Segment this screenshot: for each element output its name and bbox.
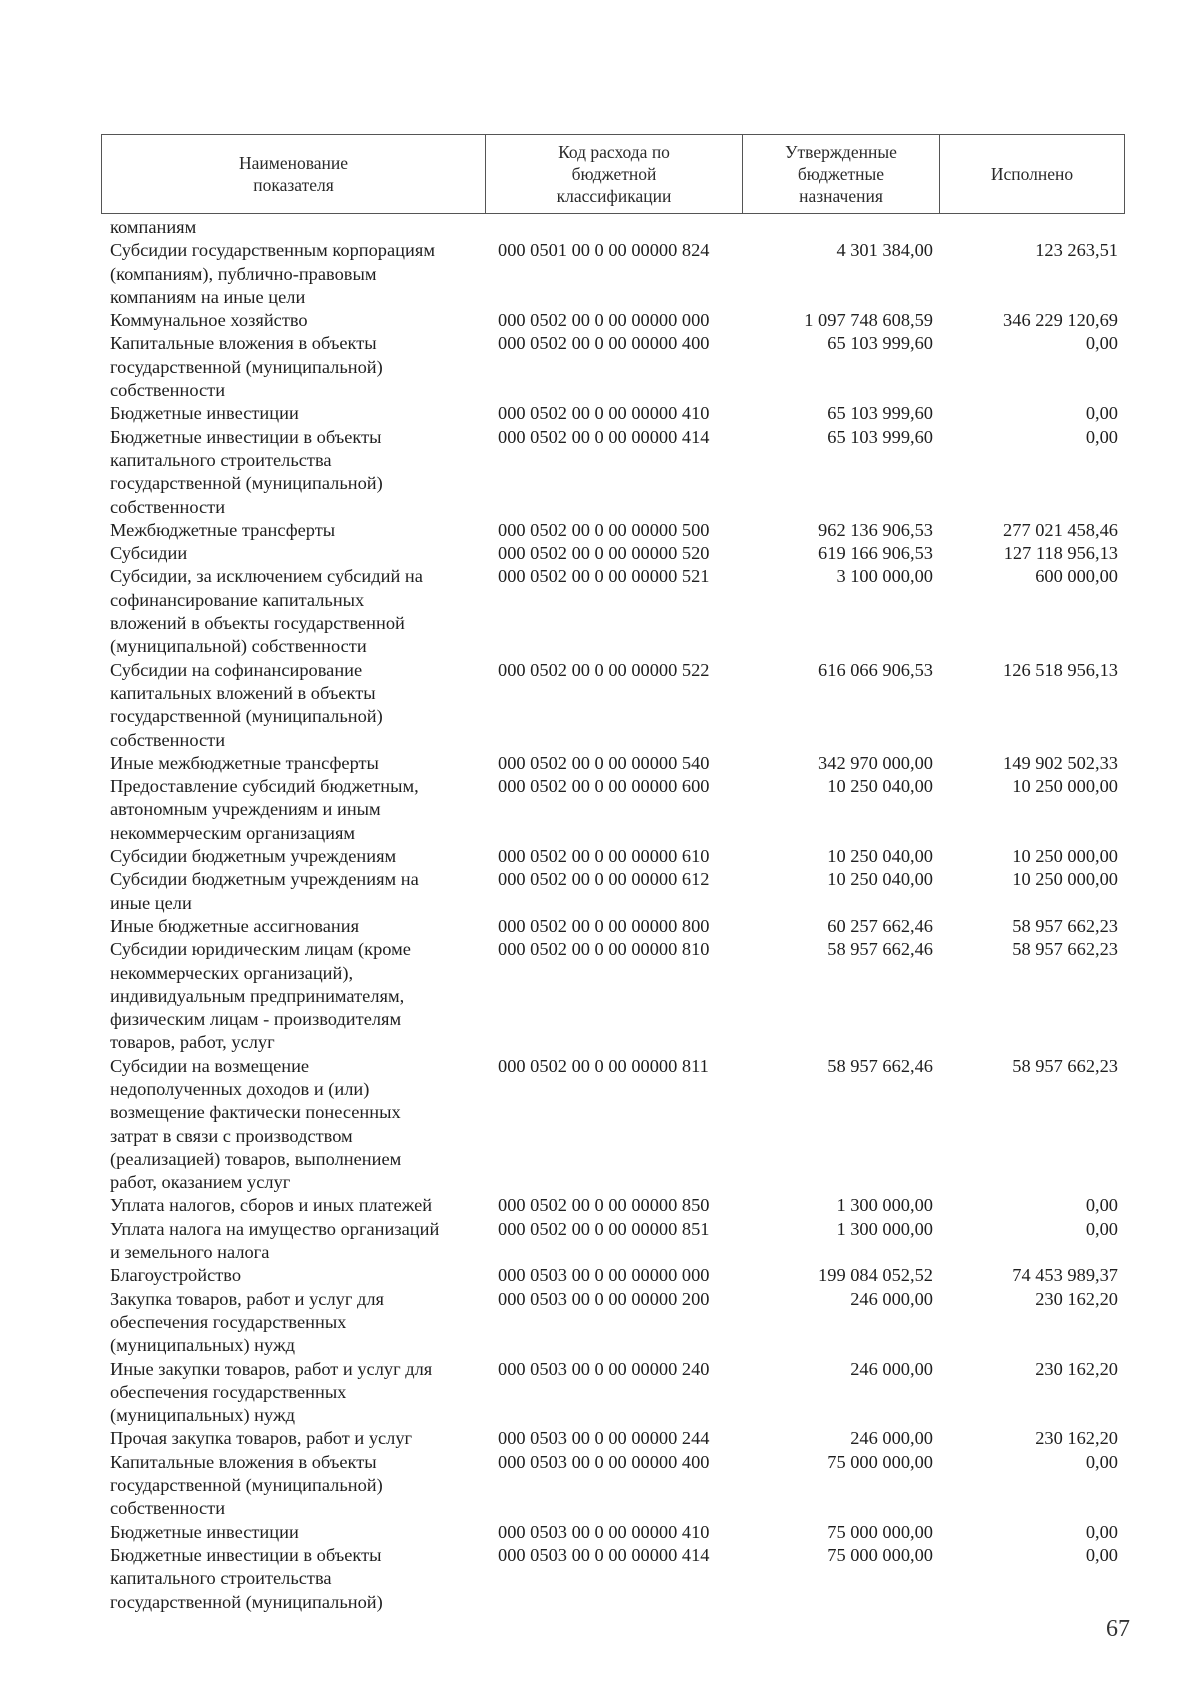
row-done-amount: 0,00 — [1085, 1451, 1118, 1472]
row-done-amount: 58 957 662,23 — [1012, 939, 1118, 960]
table-row — [0, 1218, 1200, 1265]
row-name: Субсидии, за исключением субсидий на софинансирование капитальных вложений в объекты государственной (муниципальной) собственности — [110, 566, 423, 657]
table-row — [0, 1055, 1200, 1195]
row-code: 000 0502 00 0 00 00000 850 — [498, 1195, 710, 1216]
row-plan-amount: 60 257 662,46 — [827, 915, 933, 936]
row-code: 000 0502 00 0 00 00000 521 — [498, 566, 710, 587]
row-plan-amount: 65 103 999,60 — [827, 333, 933, 354]
row-code — [494, 216, 750, 239]
row-code: 000 0503 00 0 00 00000 410 — [498, 1521, 710, 1542]
header-name-column: Наименование показателя — [102, 135, 486, 213]
row-code: 000 0502 00 0 00 00000 540 — [498, 752, 710, 773]
header-done-column: Исполнено — [990, 164, 1074, 184]
row-done-amount: 0,00 — [1085, 1195, 1118, 1216]
header-code-column: Код расхода по бюджетной классификации — [486, 135, 743, 213]
table-row — [0, 332, 1200, 402]
row-plan-amount: 342 970 000,00 — [818, 752, 933, 773]
table-row — [0, 659, 1200, 752]
row-plan-amount: 619 166 906,53 — [818, 543, 933, 564]
row-name: Закупка товаров, работ и услуг для обеспечения государственных (муниципальных) нужд — [110, 1288, 384, 1356]
table-row — [0, 915, 1200, 938]
row-code: 000 0502 00 0 00 00000 800 — [498, 915, 710, 936]
row-code: 000 0502 00 0 00 00000 000 — [498, 310, 710, 331]
row-done-amount: 0,00 — [1085, 403, 1118, 424]
row-name: компаниям — [110, 217, 197, 237]
row-name: Субсидии на софинансирование капитальных вложений в объекты государственной (муниципальной) собственности — [110, 659, 383, 750]
row-name: Предоставление субсидий бюджетным, автономным учреждениям и иным некоммерческим организациям — [110, 776, 419, 843]
table-row — [0, 1264, 1200, 1287]
row-plan-amount: 75 000 000,00 — [827, 1544, 933, 1565]
row-name: Уплата налога на имущество организаций и земельного налога — [110, 1218, 440, 1263]
table-row — [0, 845, 1200, 868]
table-header — [101, 134, 1125, 214]
row-code: 000 0502 00 0 00 00000 612 — [498, 869, 710, 890]
row-code: 000 0503 00 0 00 00000 200 — [498, 1288, 710, 1309]
row-done-amount: 346 229 120,69 — [1003, 310, 1118, 331]
row-plan-amount: 246 000,00 — [850, 1358, 933, 1379]
row-code: 000 0502 00 0 00 00000 500 — [498, 519, 710, 540]
row-done-amount: 0,00 — [1085, 1521, 1118, 1542]
row-done-amount: 149 902 502,33 — [1003, 752, 1118, 773]
table-row — [0, 519, 1200, 542]
row-plan-amount: 1 300 000,00 — [836, 1195, 933, 1216]
table-row — [0, 426, 1200, 519]
row-name: Прочая закупка товаров, работ и услуг — [110, 1428, 413, 1449]
table-row — [0, 938, 1200, 1054]
row-plan-amount: 10 250 040,00 — [827, 869, 933, 890]
table-row — [0, 565, 1200, 658]
row-name: Субсидии государственным корпорациям (компаниям), публично-правовым компаниям на иные цели — [110, 240, 435, 307]
row-code: 000 0503 00 0 00 00000 244 — [498, 1428, 710, 1449]
row-name: Капитальные вложения в объекты государственной (муниципальной) собственности — [110, 1451, 383, 1519]
row-plan-amount: 4 301 384,00 — [836, 240, 933, 261]
row-plan-amount: 58 957 662,46 — [827, 939, 933, 960]
row-plan-amount: 1 097 748 608,59 — [804, 310, 933, 331]
row-name: Бюджетные инвестиции — [110, 1521, 299, 1542]
table-row — [0, 1451, 1200, 1521]
table-body — [0, 216, 1200, 1614]
row-done-amount: 230 162,20 — [1035, 1358, 1118, 1379]
row-name: Капитальные вложения в объекты государственной (муниципальной) собственности — [110, 333, 383, 401]
row-code: 000 0503 00 0 00 00000 400 — [498, 1451, 710, 1472]
row-plan-amount: 58 957 662,46 — [827, 1055, 933, 1076]
header-plan-column: Утвержденные бюджетные назначения — [743, 135, 940, 213]
row-done-amount: 0,00 — [1085, 426, 1118, 447]
row-plan-amount: 962 136 906,53 — [818, 519, 933, 540]
row-name: Бюджетные инвестиции в объекты капитального строительства государственной (муниципальной) собственности — [110, 426, 383, 517]
row-plan-amount: 3 100 000,00 — [836, 566, 933, 587]
row-name: Благоустройство — [110, 1265, 242, 1286]
row-plan-amount: 1 300 000,00 — [836, 1218, 933, 1239]
table-row — [0, 216, 1200, 239]
row-code: 000 0502 00 0 00 00000 811 — [498, 1055, 709, 1076]
row-name: Иные межбюджетные трансферты — [110, 752, 379, 773]
row-done-amount: 58 957 662,23 — [1012, 1055, 1118, 1076]
row-code: 000 0502 00 0 00 00000 520 — [498, 543, 710, 564]
row-done-amount — [933, 216, 1118, 239]
row-name: Бюджетные инвестиции в объекты капитального строительства государственной (муниципальной) — [110, 1544, 383, 1612]
row-name: Субсидии на возмещение недополученных доходов и (или) возмещение фактически понесенных затрат в связи с производством (реализацией) товаров, выполнением работ, оказанием услуг — [110, 1055, 402, 1193]
row-done-amount: 74 453 989,37 — [1012, 1265, 1118, 1286]
row-code: 000 0502 00 0 00 00000 400 — [498, 333, 710, 354]
page-number: 67 — [1106, 1616, 1130, 1642]
row-plan-amount: 10 250 040,00 — [827, 846, 933, 867]
row-plan-amount: 616 066 906,53 — [818, 659, 933, 680]
row-done-amount: 127 118 956,13 — [1003, 543, 1118, 564]
row-done-amount: 230 162,20 — [1035, 1428, 1118, 1449]
row-name: Бюджетные инвестиции — [110, 403, 299, 424]
row-plan-amount: 65 103 999,60 — [827, 426, 933, 447]
table-row — [0, 309, 1200, 332]
row-code: 000 0502 00 0 00 00000 522 — [498, 659, 710, 680]
row-name: Межбюджетные трансферты — [110, 519, 336, 540]
row-plan-amount: 75 000 000,00 — [827, 1521, 933, 1542]
row-done-amount: 277 021 458,46 — [1003, 519, 1118, 540]
row-done-amount: 0,00 — [1085, 333, 1118, 354]
row-code: 000 0502 00 0 00 00000 410 — [498, 403, 710, 424]
row-name: Субсидии бюджетным учреждениям на иные цели — [110, 869, 419, 913]
row-name: Коммунальное хозяйство — [110, 310, 308, 331]
row-done-amount: 600 000,00 — [1035, 566, 1118, 587]
row-code: 000 0502 00 0 00 00000 600 — [498, 776, 710, 797]
table-row — [0, 1544, 1200, 1614]
row-done-amount: 58 957 662,23 — [1012, 915, 1118, 936]
row-code: 000 0503 00 0 00 00000 000 — [498, 1265, 710, 1286]
row-code: 000 0503 00 0 00 00000 414 — [498, 1544, 710, 1565]
row-code: 000 0502 00 0 00 00000 414 — [498, 426, 710, 447]
table-row — [0, 1521, 1200, 1544]
row-code: 000 0502 00 0 00 00000 851 — [498, 1218, 710, 1239]
table-row — [0, 239, 1200, 309]
row-done-amount: 126 518 956,13 — [1003, 659, 1118, 680]
row-name: Уплата налогов, сборов и иных платежей — [110, 1195, 433, 1216]
row-done-amount: 10 250 000,00 — [1012, 776, 1118, 797]
row-done-amount: 230 162,20 — [1035, 1288, 1118, 1309]
table-row — [0, 542, 1200, 565]
row-plan-amount: 246 000,00 — [850, 1288, 933, 1309]
table-row — [0, 402, 1200, 425]
row-done-amount: 123 263,51 — [1035, 240, 1118, 261]
table-row — [0, 868, 1200, 915]
row-plan-amount: 246 000,00 — [850, 1428, 933, 1449]
table-row — [0, 775, 1200, 845]
table-row — [0, 1427, 1200, 1450]
row-plan-amount: 75 000 000,00 — [827, 1451, 933, 1472]
row-name: Субсидии юридическим лицам (кроме некоммерческих организаций), индивидуальным предпринимателям, физическим лицам - производителям товаров, работ, услуг — [110, 939, 411, 1053]
row-code: 000 0503 00 0 00 00000 240 — [498, 1358, 710, 1379]
row-done-amount: 10 250 000,00 — [1012, 869, 1118, 890]
row-plan-amount: 10 250 040,00 — [827, 776, 933, 797]
row-name: Субсидии бюджетным учреждениям — [110, 846, 397, 867]
row-code: 000 0502 00 0 00 00000 610 — [498, 846, 710, 867]
row-done-amount: 0,00 — [1085, 1544, 1118, 1565]
table-row — [0, 1288, 1200, 1358]
table-row — [0, 1358, 1200, 1428]
table-row — [0, 752, 1200, 775]
row-plan-amount — [750, 216, 933, 239]
row-name: Субсидии — [110, 543, 188, 564]
row-done-amount: 0,00 — [1085, 1218, 1118, 1239]
row-code: 000 0501 00 0 00 00000 824 — [498, 240, 710, 261]
row-plan-amount: 199 084 052,52 — [818, 1265, 933, 1286]
table-row — [0, 1194, 1200, 1217]
row-name: Иные закупки товаров, работ и услуг для обеспечения государственных (муниципальных) нужд — [110, 1358, 433, 1426]
row-plan-amount: 65 103 999,60 — [827, 403, 933, 424]
row-name: Иные бюджетные ассигнования — [110, 915, 360, 936]
row-code: 000 0502 00 0 00 00000 810 — [498, 939, 710, 960]
row-done-amount: 10 250 000,00 — [1012, 846, 1118, 867]
